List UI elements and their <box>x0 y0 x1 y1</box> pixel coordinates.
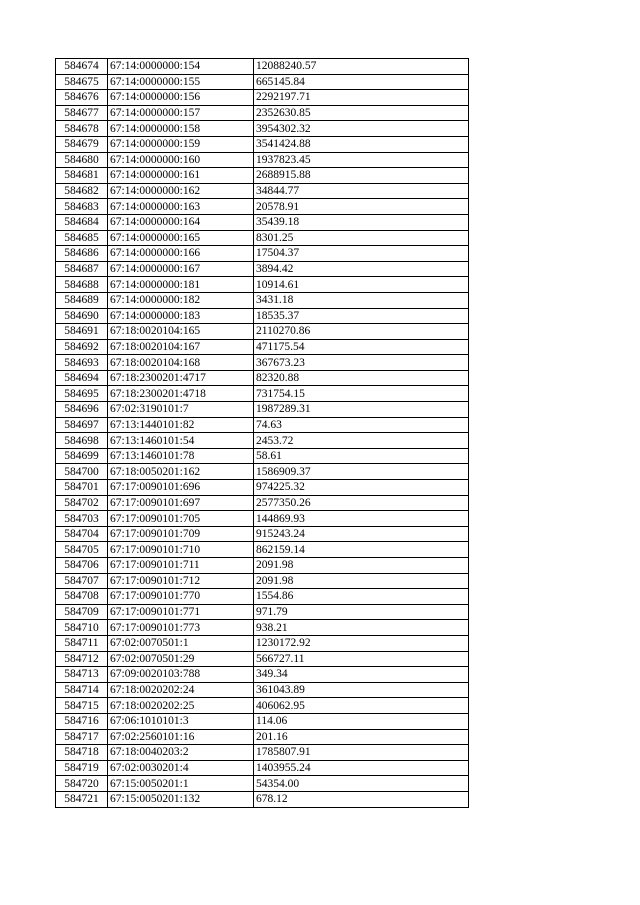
table-row <box>56 230 469 246</box>
table-row <box>56 246 469 262</box>
table-row <box>56 604 469 620</box>
row-id-cell: 584710 <box>56 620 108 636</box>
cadastral-number-cell: 67:17:0090101:696 <box>108 480 254 496</box>
row-id-cell: 584697 <box>56 417 108 433</box>
cadastral-number-cell: 67:17:0090101:712 <box>108 573 254 589</box>
value-cell: 862159.14 <box>254 542 469 558</box>
cadastral-number-cell: 67:14:0000000:166 <box>108 246 254 262</box>
value-cell: 12088240.57 <box>254 59 469 75</box>
value-cell: 915243.24 <box>254 526 469 542</box>
table-row <box>56 635 469 651</box>
row-id-cell: 584709 <box>56 604 108 620</box>
row-id-cell: 584678 <box>56 121 108 137</box>
row-id-cell: 584688 <box>56 277 108 293</box>
value-cell: 974225.32 <box>254 480 469 496</box>
value-cell: 114.06 <box>254 713 469 729</box>
table-row <box>56 105 469 121</box>
value-cell: 54354.00 <box>254 776 469 792</box>
row-id-cell: 584682 <box>56 183 108 199</box>
cadastral-number-cell: 67:18:0020104:168 <box>108 355 254 371</box>
cadastral-number-cell: 67:17:0090101:710 <box>108 542 254 558</box>
row-id-cell: 584718 <box>56 745 108 761</box>
value-cell: 471175.54 <box>254 339 469 355</box>
cadastral-number-cell: 67:14:0000000:157 <box>108 105 254 121</box>
cadastral-number-cell: 67:18:2300201:4718 <box>108 386 254 402</box>
row-id-cell: 584695 <box>56 386 108 402</box>
value-cell: 1586909.37 <box>254 464 469 480</box>
cadastral-number-cell: 67:18:2300201:4717 <box>108 370 254 386</box>
row-id-cell: 584677 <box>56 105 108 121</box>
table-row <box>56 370 469 386</box>
cadastral-number-cell: 67:18:0020104:167 <box>108 339 254 355</box>
cadastral-number-cell: 67:17:0090101:709 <box>108 526 254 542</box>
cadastral-number-cell: 67:13:1460101:78 <box>108 448 254 464</box>
value-cell: 665145.84 <box>254 74 469 90</box>
table-row <box>56 791 469 807</box>
table-row <box>56 667 469 683</box>
value-cell: 58.61 <box>254 448 469 464</box>
value-cell: 201.16 <box>254 729 469 745</box>
cadastral-number-cell: 67:18:0020104:165 <box>108 324 254 340</box>
cadastral-number-cell: 67:14:0000000:161 <box>108 168 254 184</box>
table-row <box>56 760 469 776</box>
table-row <box>56 526 469 542</box>
cadastral-number-cell: 67:14:0000000:183 <box>108 308 254 324</box>
value-cell: 3894.42 <box>254 261 469 277</box>
table-row <box>56 183 469 199</box>
row-id-cell: 584706 <box>56 558 108 574</box>
row-id-cell: 584721 <box>56 791 108 807</box>
value-cell: 34844.77 <box>254 183 469 199</box>
value-cell: 1785807.91 <box>254 745 469 761</box>
cadastral-number-cell: 67:17:0090101:771 <box>108 604 254 620</box>
cadastral-number-cell: 67:18:0020202:25 <box>108 698 254 714</box>
value-cell: 20578.91 <box>254 199 469 215</box>
cadastral-number-cell: 67:18:0040203:2 <box>108 745 254 761</box>
cadastral-number-cell: 67:14:0000000:158 <box>108 121 254 137</box>
table-row <box>56 682 469 698</box>
cadastral-number-cell: 67:14:0000000:164 <box>108 214 254 230</box>
value-cell: 8301.25 <box>254 230 469 246</box>
value-cell: 3431.18 <box>254 292 469 308</box>
table-row <box>56 776 469 792</box>
row-id-cell: 584712 <box>56 651 108 667</box>
cadastral-number-cell: 67:14:0000000:162 <box>108 183 254 199</box>
table-row <box>56 433 469 449</box>
row-id-cell: 584716 <box>56 713 108 729</box>
table-row <box>56 573 469 589</box>
cadastral-number-cell: 67:14:0000000:156 <box>108 90 254 106</box>
cadastral-number-cell: 67:15:0050201:132 <box>108 791 254 807</box>
row-id-cell: 584693 <box>56 355 108 371</box>
row-id-cell: 584690 <box>56 308 108 324</box>
row-id-cell: 584694 <box>56 370 108 386</box>
value-cell: 144869.93 <box>254 511 469 527</box>
table-row <box>56 277 469 293</box>
cadastral-number-cell: 67:17:0090101:773 <box>108 620 254 636</box>
table-row <box>56 542 469 558</box>
value-cell: 2352630.85 <box>254 105 469 121</box>
value-cell: 367673.23 <box>254 355 469 371</box>
table-row <box>56 480 469 496</box>
row-id-cell: 584711 <box>56 635 108 651</box>
row-id-cell: 584715 <box>56 698 108 714</box>
table-row <box>56 136 469 152</box>
table-row <box>56 417 469 433</box>
value-cell: 2110270.86 <box>254 324 469 340</box>
row-id-cell: 584703 <box>56 511 108 527</box>
table-row <box>56 168 469 184</box>
value-cell: 1987289.31 <box>254 402 469 418</box>
cadastral-number-cell: 67:14:0000000:165 <box>108 230 254 246</box>
value-cell: 2091.98 <box>254 558 469 574</box>
row-id-cell: 584683 <box>56 199 108 215</box>
row-id-cell: 584674 <box>56 59 108 75</box>
table-row <box>56 402 469 418</box>
cadastral-number-cell: 67:14:0000000:182 <box>108 292 254 308</box>
value-cell: 1937823.45 <box>254 152 469 168</box>
value-cell: 1230172.92 <box>254 635 469 651</box>
row-id-cell: 584704 <box>56 526 108 542</box>
table-row <box>56 729 469 745</box>
value-cell: 2688915.88 <box>254 168 469 184</box>
cadastral-number-cell: 67:14:0000000:159 <box>108 136 254 152</box>
value-cell: 74.63 <box>254 417 469 433</box>
table-row <box>56 90 469 106</box>
row-id-cell: 584692 <box>56 339 108 355</box>
value-cell: 2577350.26 <box>254 495 469 511</box>
table-row <box>56 199 469 215</box>
cadastral-number-cell: 67:02:0070501:29 <box>108 651 254 667</box>
table-row <box>56 651 469 667</box>
cadastral-number-cell: 67:17:0090101:770 <box>108 589 254 605</box>
value-cell: 82320.88 <box>254 370 469 386</box>
table-row <box>56 386 469 402</box>
row-id-cell: 584684 <box>56 214 108 230</box>
cadastral-number-cell: 67:15:0050201:1 <box>108 776 254 792</box>
row-id-cell: 584685 <box>56 230 108 246</box>
row-id-cell: 584675 <box>56 74 108 90</box>
table-row <box>56 713 469 729</box>
value-cell: 349.34 <box>254 667 469 683</box>
cadastral-number-cell: 67:06:1010101:3 <box>108 713 254 729</box>
value-cell: 17504.37 <box>254 246 469 262</box>
table-body <box>56 59 469 808</box>
cadastral-number-cell: 67:14:0000000:163 <box>108 199 254 215</box>
row-id-cell: 584708 <box>56 589 108 605</box>
value-cell: 35439.18 <box>254 214 469 230</box>
table-row <box>56 261 469 277</box>
row-id-cell: 584699 <box>56 448 108 464</box>
cadastral-number-cell: 67:09:0020103:788 <box>108 667 254 683</box>
table-row <box>56 464 469 480</box>
cadastral-number-cell: 67:17:0090101:705 <box>108 511 254 527</box>
row-id-cell: 584676 <box>56 90 108 106</box>
row-id-cell: 584686 <box>56 246 108 262</box>
row-id-cell: 584713 <box>56 667 108 683</box>
table-row <box>56 214 469 230</box>
value-cell: 10914.61 <box>254 277 469 293</box>
row-id-cell: 584689 <box>56 292 108 308</box>
table-row <box>56 339 469 355</box>
cadastral-number-cell: 67:13:1440101:82 <box>108 417 254 433</box>
cadastral-number-cell: 67:14:0000000:160 <box>108 152 254 168</box>
table-row <box>56 308 469 324</box>
value-cell: 971.79 <box>254 604 469 620</box>
row-id-cell: 584679 <box>56 136 108 152</box>
cadastral-number-cell: 67:02:2560101:16 <box>108 729 254 745</box>
value-cell: 938.21 <box>254 620 469 636</box>
table-row <box>56 152 469 168</box>
row-id-cell: 584681 <box>56 168 108 184</box>
value-cell: 406062.95 <box>254 698 469 714</box>
table-row <box>56 745 469 761</box>
table-row <box>56 698 469 714</box>
cadastral-number-cell: 67:02:3190101:7 <box>108 402 254 418</box>
value-cell: 3541424.88 <box>254 136 469 152</box>
value-cell: 18535.37 <box>254 308 469 324</box>
table-row <box>56 121 469 137</box>
row-id-cell: 584702 <box>56 495 108 511</box>
table-row <box>56 355 469 371</box>
row-id-cell: 584714 <box>56 682 108 698</box>
cadastral-number-cell: 67:14:0000000:154 <box>108 59 254 75</box>
cadastral-number-cell: 67:02:0030201:4 <box>108 760 254 776</box>
cadastral-number-cell: 67:18:0050201:162 <box>108 464 254 480</box>
table-row <box>56 620 469 636</box>
value-cell: 678.12 <box>254 791 469 807</box>
row-id-cell: 584700 <box>56 464 108 480</box>
table-row <box>56 589 469 605</box>
row-id-cell: 584707 <box>56 573 108 589</box>
row-id-cell: 584717 <box>56 729 108 745</box>
table-row <box>56 448 469 464</box>
cadastral-number-cell: 67:17:0090101:697 <box>108 495 254 511</box>
table-row <box>56 292 469 308</box>
table-row <box>56 511 469 527</box>
value-cell: 2091.98 <box>254 573 469 589</box>
row-id-cell: 584719 <box>56 760 108 776</box>
cadastral-number-cell: 67:02:0070501:1 <box>108 635 254 651</box>
value-cell: 3954302.32 <box>254 121 469 137</box>
cadastral-number-cell: 67:14:0000000:167 <box>108 261 254 277</box>
value-cell: 361043.89 <box>254 682 469 698</box>
table-row <box>56 495 469 511</box>
row-id-cell: 584691 <box>56 324 108 340</box>
table-row <box>56 74 469 90</box>
cadastral-number-cell: 67:14:0000000:181 <box>108 277 254 293</box>
table-row <box>56 59 469 75</box>
value-cell: 2292197.71 <box>254 90 469 106</box>
cadastral-number-cell: 67:18:0020202:24 <box>108 682 254 698</box>
row-id-cell: 584687 <box>56 261 108 277</box>
cadastral-number-cell: 67:17:0090101:711 <box>108 558 254 574</box>
row-id-cell: 584698 <box>56 433 108 449</box>
row-id-cell: 584696 <box>56 402 108 418</box>
row-id-cell: 584705 <box>56 542 108 558</box>
value-cell: 731754.15 <box>254 386 469 402</box>
row-id-cell: 584720 <box>56 776 108 792</box>
table-row <box>56 324 469 340</box>
cadastral-number-cell: 67:13:1460101:54 <box>108 433 254 449</box>
value-cell: 1554.86 <box>254 589 469 605</box>
value-cell: 2453.72 <box>254 433 469 449</box>
data-table <box>55 58 469 808</box>
table-row <box>56 558 469 574</box>
row-id-cell: 584701 <box>56 480 108 496</box>
row-id-cell: 584680 <box>56 152 108 168</box>
value-cell: 1403955.24 <box>254 760 469 776</box>
value-cell: 566727.11 <box>254 651 469 667</box>
cadastral-number-cell: 67:14:0000000:155 <box>108 74 254 90</box>
